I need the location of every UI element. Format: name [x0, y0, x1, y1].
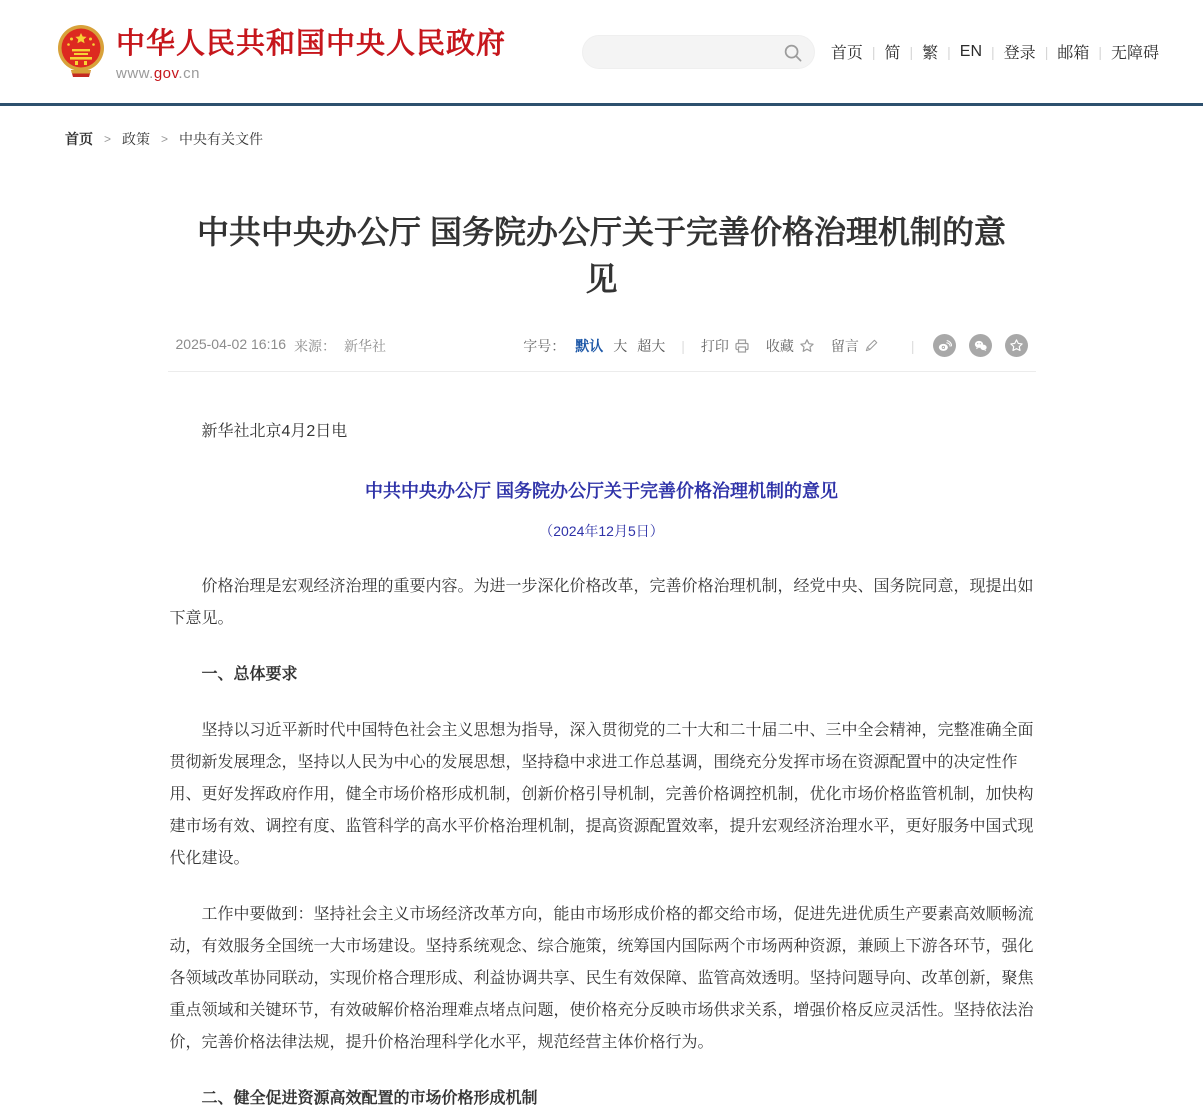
share-wechat-icon[interactable]: [969, 334, 992, 357]
breadcrumb-separator: >: [104, 132, 112, 146]
favorite-button[interactable]: 收藏: [766, 336, 815, 356]
breadcrumb-policy[interactable]: 政策: [122, 131, 151, 147]
source-value: 新华社: [344, 337, 387, 354]
site-title: 中华人民共和国中央人民政府: [116, 28, 507, 60]
site-header: [0, 0, 1203, 106]
paragraph: 工作中要做到：坚持社会主义市场经济改革方向，能由市场形成价格的都交给市场，促进先进优质生产要素高效顺畅流动，有效服务全国统一大市场建设。坚持系统观念、综合施策，统筹国内国际两个市场两种资源，兼顾上下游各环节，强化各领域改革协同联动，实现价格合理形成、利益协调共享、民生有效保障、监管高效透明。坚持问题导向、改革创新，聚焦重点领域和关键环节，有效破解价格治理难点堵点问题，使价格充分反映市场供求关系，增强价格反应灵活性。坚持依法治价，完善价格法律法规，提升价格治理科学化水平，规范经营主体价格行为。: [169, 906, 1034, 1051]
article-meta: [176, 336, 387, 356]
breadcrumb-home[interactable]: 首页: [65, 131, 93, 147]
nav-accessibility[interactable]: 无障碍: [1110, 45, 1159, 62]
article-body: [168, 372, 1036, 1115]
article-toolbar: [523, 334, 1027, 357]
search-input[interactable]: [583, 36, 814, 68]
toolbar-divider: |: [681, 337, 685, 354]
nav-simplified[interactable]: 简: [884, 45, 901, 62]
dateline: 新华社北京4月2日电: [201, 423, 348, 440]
font-size-xlarge[interactable]: 超大: [637, 337, 666, 354]
search-icon[interactable]: [783, 43, 803, 63]
font-size-default[interactable]: 默认: [575, 337, 604, 354]
share-buttons: [933, 334, 1028, 357]
comment-button[interactable]: 留言: [831, 336, 879, 356]
top-nav: 首页 | 简 | 繁 | EN | 登录 | 邮箱 | 无障碍: [831, 40, 1159, 63]
favorite-icon: [799, 338, 815, 354]
nav-login[interactable]: 登录: [1003, 45, 1036, 62]
breadcrumb-current[interactable]: 中央有关文件: [179, 131, 264, 147]
breadcrumb: [0, 106, 1203, 167]
article-meta-row: [168, 334, 1036, 372]
site-url: www.gov.cn: [116, 65, 200, 82]
section-heading-2: 二、健全促进资源高效配置的市场价格形成机制: [201, 1090, 538, 1107]
breadcrumb-separator: >: [161, 132, 169, 146]
publish-datetime: 2025-04-02 16:16: [175, 335, 287, 352]
source-label: 来源：: [294, 337, 337, 354]
search-box[interactable]: [582, 35, 815, 69]
section-heading-1: 一、总体要求: [201, 666, 298, 683]
document-date: （2024年12月5日）: [539, 523, 664, 539]
article-page: [168, 209, 1036, 1115]
paragraph: 价格治理是宏观经济治理的重要内容。为进一步深化价格改革，完善价格治理机制，经党中央、国务院同意，现提出如下意见。: [169, 578, 1034, 627]
toolbar-divider: |: [910, 337, 915, 354]
comment-icon: [864, 338, 879, 353]
document-title: 中共中央办公厅 国务院办公厅关于完善价格治理机制的意见: [365, 481, 838, 501]
nav-english[interactable]: EN: [959, 42, 983, 60]
national-emblem-icon: [57, 24, 105, 79]
site-logo-link[interactable]: [57, 21, 506, 82]
font-size-large[interactable]: 大: [613, 337, 628, 354]
page-title: 中共中央办公厅 国务院办公厅关于完善价格治理机制的意见: [197, 214, 1006, 297]
nav-traditional[interactable]: 繁: [922, 45, 939, 62]
nav-home[interactable]: 首页: [830, 45, 863, 62]
share-qzone-icon[interactable]: [1005, 334, 1028, 357]
print-button[interactable]: 打印: [701, 336, 750, 356]
font-size-label: 字号：: [523, 337, 566, 354]
paragraph: 坚持以习近平新时代中国特色社会主义思想为指导，深入贯彻党的二十大和二十届二中、三中全会精神，完整准确全面贯彻新发展理念，坚持以人民为中心的发展思想，坚持稳中求进工作总基调，围绕充分发挥市场在资源配置中的决定性作用、更好发挥政府作用，健全市场价格形成机制，创新价格引导机制，完善价格调控机制，优化市场价格监管机制，加快构建市场有效、调控有度、监管科学的高水平价格治理机制，提高资源配置效率，提升宏观经济治理水平，更好服务中国式现代化建设。: [169, 722, 1034, 867]
print-icon: [734, 338, 750, 354]
nav-mail[interactable]: 邮箱: [1057, 45, 1090, 62]
share-weibo-icon[interactable]: [933, 334, 956, 357]
